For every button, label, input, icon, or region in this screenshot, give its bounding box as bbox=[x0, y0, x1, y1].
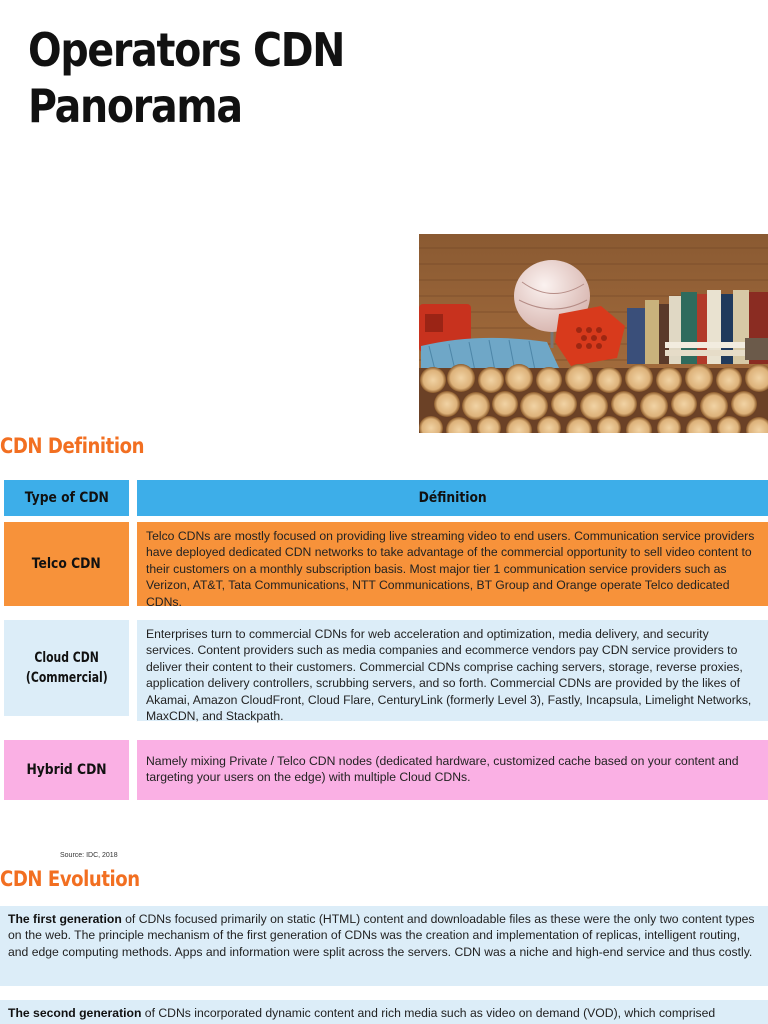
table-row-telco-type bbox=[4, 522, 129, 606]
hybrid-cdn-label: Hybrid CDN bbox=[26, 762, 107, 778]
cloud-cdn-label-line1: Cloud CDN bbox=[34, 650, 99, 666]
second-generation-text: of CDNs incorporated dynamic content and rich media such as video on demand (VOD), which comprised bbox=[141, 1006, 716, 1020]
table-row-hybrid-definition: Namely mixing Private / Telco CDN nodes (dedicated hardware, customized cache based on your content and targeting your users on the edge) with multiple Cloud CDNs. bbox=[137, 740, 768, 800]
table-header-definition-label: Définition bbox=[418, 490, 487, 506]
table-header-type bbox=[4, 480, 129, 516]
bookshelf-photo bbox=[419, 234, 768, 433]
table-row-cloud-type bbox=[4, 620, 129, 716]
table-row-hybrid-type bbox=[4, 740, 129, 800]
cdn-evolution-heading: CDN Evolution bbox=[0, 867, 140, 891]
evolution-second-generation bbox=[0, 1000, 768, 1024]
table-row-cloud-definition: Enterprises turn to commercial CDNs for web acceleration and optimization, media delivery, and security services. Content providers such as media companies and ecommerce vendors pay CDN service providers to deliver their content to their customers. Commercial CDNs comprise caching servers, storage, reverse proxies, application delivery controllers, scrubbing servers, and so forth. Commercial CDNs are provided by the likes of Akamai, Amazon CloudFront, Cloud Flare, CenturyLink (formerly Level 3), Fastly, Incapsula, Limelight Networks, MaxCDN, and Stackpath. bbox=[137, 620, 768, 721]
table-header-definition bbox=[137, 480, 768, 516]
first-generation-lead: The first generation bbox=[8, 912, 122, 926]
evolution-first-generation bbox=[0, 906, 768, 986]
telco-cdn-label: Telco CDN bbox=[32, 556, 101, 572]
second-generation-lead: The second generation bbox=[8, 1006, 142, 1020]
table-header-type-label: Type of CDN bbox=[24, 490, 109, 506]
page-title bbox=[28, 22, 344, 134]
source-note: Source: IDC, 2018 bbox=[60, 852, 118, 859]
cloud-cdn-label-line2: (Commercial) bbox=[25, 670, 108, 686]
table-row-telco-definition: Telco CDNs are mostly focused on providing live streaming video to end users. Communication service providers have deployed dedicated CDN networks to take advantage of the commercial opportunity to sell video content to their customers on a monthly subscription basis. Most major tier 1 communication service providers such as Verizon, AT&T, Tata Communications, NTT Communications, BT Group and Orange operate Telco dedicated CDNs. bbox=[137, 522, 768, 606]
cloud-cdn-label bbox=[20, 648, 113, 688]
page-title-line2: Panorama bbox=[28, 79, 242, 133]
first-generation-text: of CDNs focused primarily on static (HTML) content and downloadable files as these were the only two content types on the web. The principle mechanism of the first generation of CDNs was the creation and implementation of replicas, intelligent routing, and edge computing methods. Apps and information were split across the servers. CDN was a niche and high-end service and thus costly. bbox=[8, 912, 755, 959]
cdn-definition-heading: CDN Definition bbox=[0, 434, 145, 458]
page-title-line1: Operators CDN bbox=[28, 23, 345, 77]
